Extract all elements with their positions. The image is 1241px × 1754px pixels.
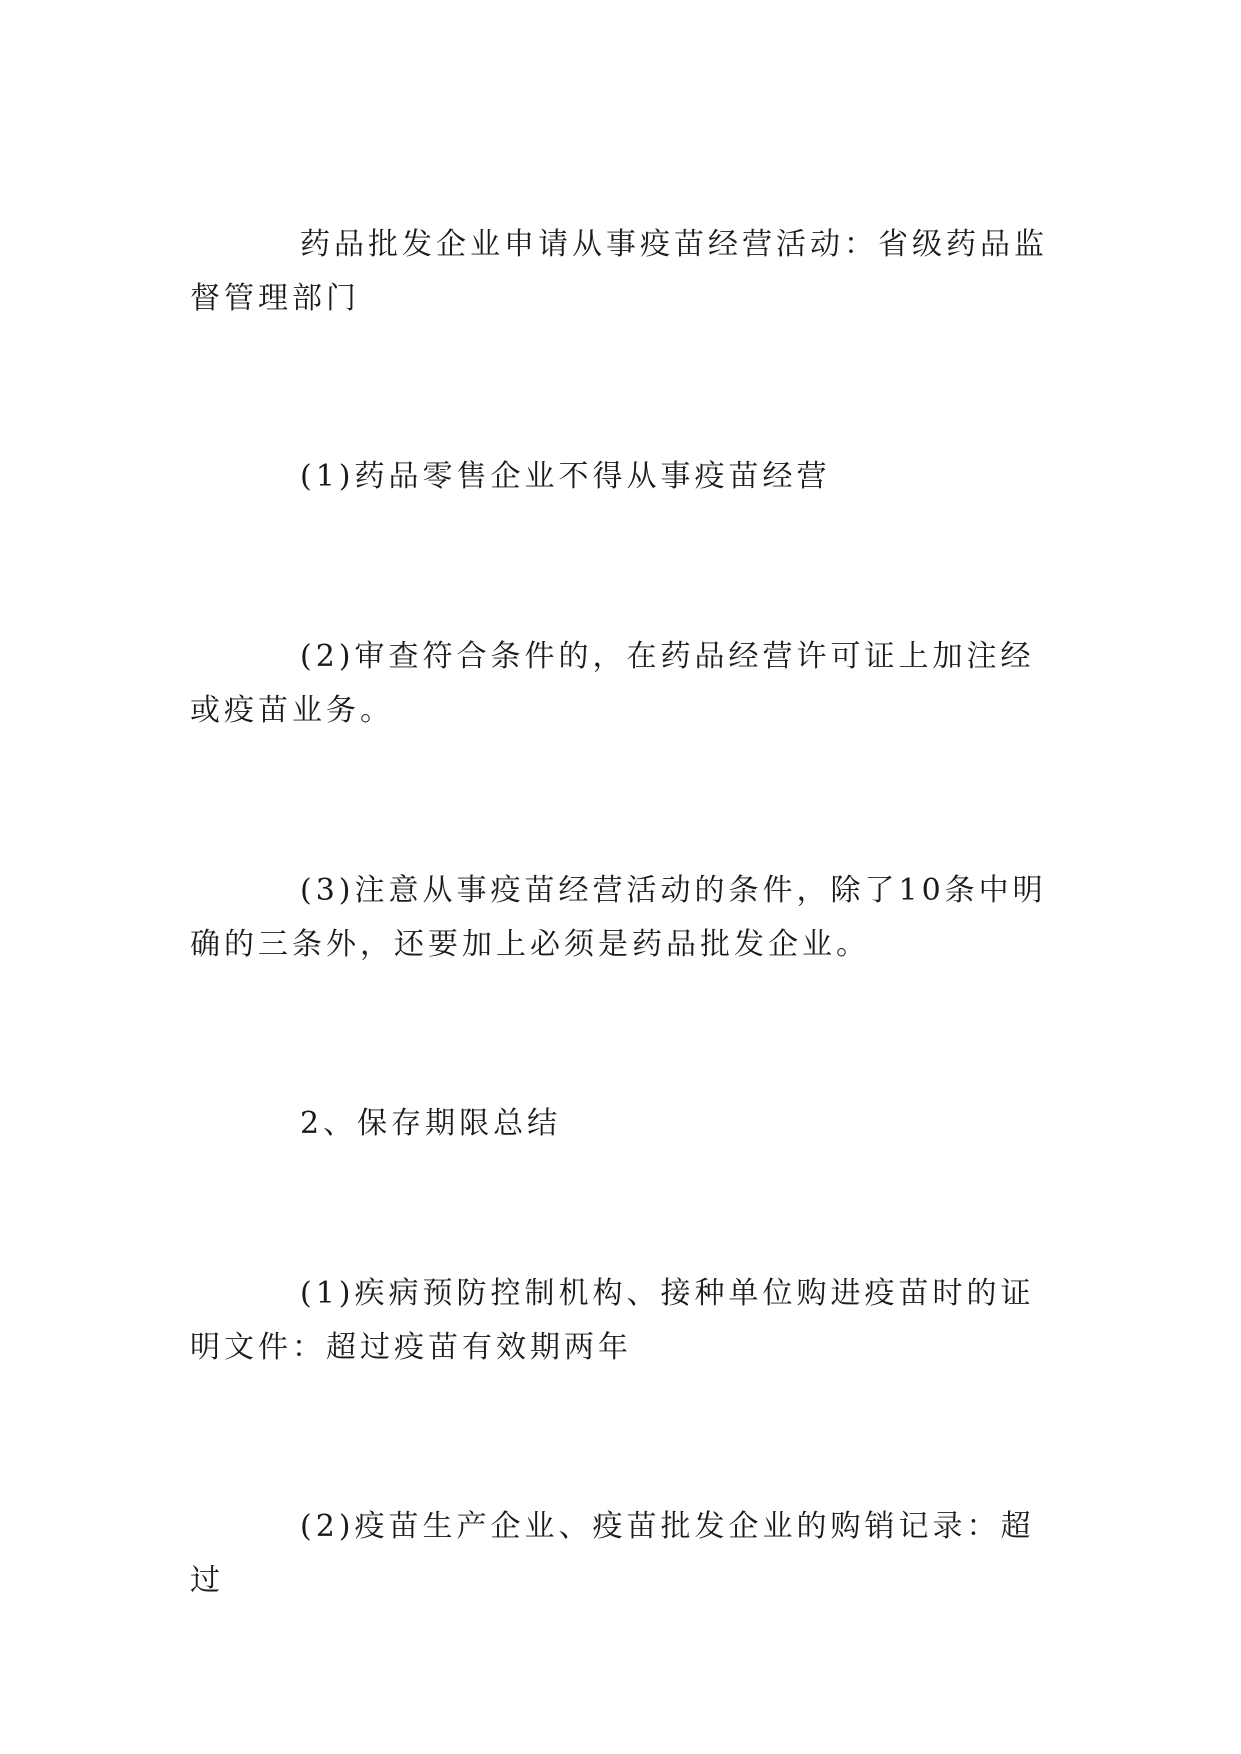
paragraph-sales-records-retention: (2)疫苗生产企业、疫苗批发企业的购销记录：超过 bbox=[190, 1509, 1035, 1598]
paragraph-business-conditions: (3)注意从事疫苗经营活动的条件，除了10条中明确的三条外，还要加上必须是药品批发企业。 bbox=[190, 873, 1047, 962]
section-heading-retention-periods: 2、保存期限总结 bbox=[300, 1106, 562, 1141]
paragraph-vaccine-wholesale-approval: 药品批发企业申请从事疫苗经营活动：省级药品监督管理部门 bbox=[190, 227, 1048, 316]
paragraph-retail-prohibition: (1)药品零售企业不得从事疫苗经营 bbox=[300, 459, 831, 494]
paragraph-purchase-documents-retention: (1)疾病预防控制机构、接种单位购进疫苗时的证明文件：超过疫苗有效期两年 bbox=[190, 1276, 1035, 1365]
paragraph-license-annotation: (2)审查符合条件的，在药品经营许可证上加注经或疫苗业务。 bbox=[190, 639, 1035, 728]
